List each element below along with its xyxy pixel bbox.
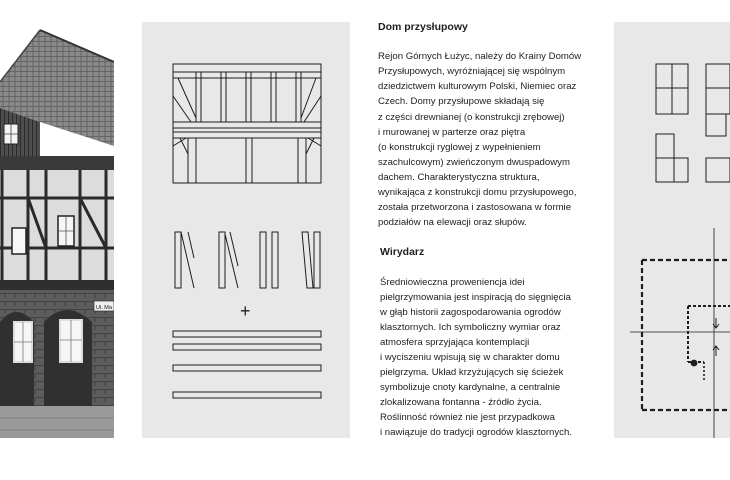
- house-line: dziedzictwem kulturowym Polski, Niemiec oraz: [378, 81, 577, 92]
- garden-line: Roślinność również nie jest przypadkowa: [380, 412, 555, 423]
- horizontal-bars-pattern: [173, 331, 321, 398]
- garden-line: i wyciszeniu wpisują się w charakter domu: [380, 352, 560, 363]
- house-line: podziałów na elewacji oraz słupów.: [378, 217, 527, 228]
- frame-diagram-panel: [142, 22, 350, 438]
- timber-frame-elevation: [173, 64, 321, 183]
- fountain-point-icon: [691, 360, 698, 367]
- garden-plan: [630, 228, 730, 438]
- house-line: Czech. Domy przysłupowe składają się: [378, 96, 545, 107]
- house-line: (o konstrukcji ryglowej z wypełnieniem: [378, 142, 541, 153]
- garden-diagram-panel: [614, 22, 730, 438]
- garden-line: Średniowieczna proweniencja idei: [380, 277, 525, 288]
- garden-line: pielgrzymowania jest inspiracją do sięgnięcia: [380, 292, 571, 303]
- house-line: i murowanej w parterze oraz piętra: [378, 127, 526, 138]
- garden-line: w głąb historii zagospodarowania ogrodów: [380, 307, 561, 318]
- vertical-strokes-pattern: [175, 232, 320, 288]
- house-line: szachulcowym) zwieńczonym dwuspadowym: [378, 157, 570, 168]
- garden-line: symbolizuje cnoty kardynalne, a centralnie: [380, 382, 561, 393]
- house-line: Przysłupowych, wyróżniającej się wspólnym: [378, 66, 566, 77]
- street-sign-text: Ul. Ma: [96, 305, 112, 311]
- house-section-heading: Dom przysłupowy: [378, 21, 468, 33]
- house-line: została przetworzona i zastosowana w formie: [378, 202, 572, 213]
- house-line: z części drewnianej (o konstrukcji zrębowej): [378, 112, 565, 123]
- garden-line: i nawiązuje do tradycji ogrodów klasztornych.: [380, 427, 572, 438]
- house-line: dachem. Charakterystyczna struktura,: [378, 172, 540, 183]
- window-module-grid: [656, 64, 730, 182]
- house-line: Rejon Górnych Łużyc, należy do Krainy Domów: [378, 51, 582, 62]
- garden-line: pielgrzyma. Układ krzyżujących się ścieżek: [380, 367, 564, 378]
- garden-section-heading: Wirydarz: [380, 246, 425, 258]
- garden-line: atmosfera sprzyjająca kontemplacji: [380, 337, 530, 348]
- plus-symbol: +: [240, 301, 251, 321]
- garden-line: zlokalizowana fontanna - źródło życia.: [380, 397, 542, 408]
- house-photo: [0, 22, 114, 438]
- house-line: wynikająca z konstrukcji domu przysłupowego,: [378, 187, 577, 198]
- description-column: [352, 0, 600, 480]
- garden-line: klasztornych. Ich symboliczny wymiar oraz: [380, 322, 561, 333]
